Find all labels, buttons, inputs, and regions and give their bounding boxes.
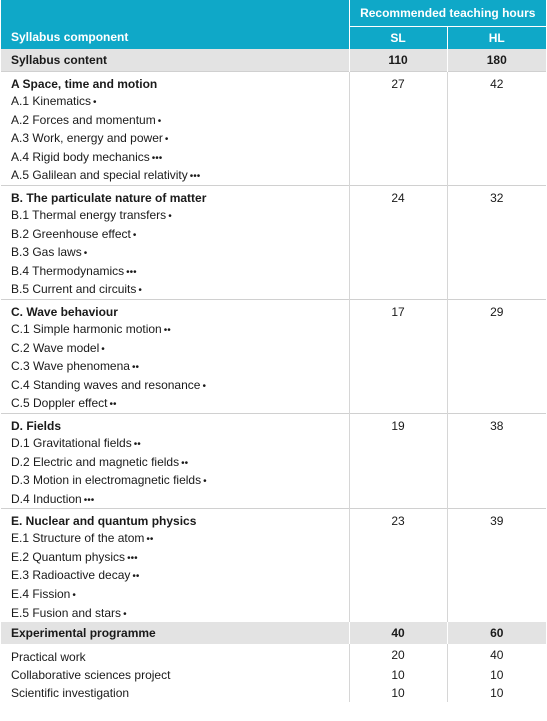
- syllabus-content-row: [1, 49, 546, 72]
- table-body: [1, 49, 546, 702]
- level-dots: ••: [131, 362, 139, 374]
- syllabus-component-header: Syllabus component: [1, 0, 349, 49]
- experimental-item-hl: 10: [447, 684, 546, 702]
- subtopic-name: C.3 Wave phenomena: [11, 359, 130, 374]
- subtopic-name: B.2 Greenhouse effect: [11, 226, 131, 241]
- syllabus-content-label: Syllabus content: [1, 49, 349, 72]
- experimental-item-name: Scientific investigation: [11, 686, 130, 701]
- level-dots: •••: [151, 152, 163, 164]
- subtopic-item: [1, 320, 349, 339]
- level-dots: •••: [126, 266, 137, 278]
- experimental-item-row: [1, 684, 546, 702]
- experimental-item-row: [1, 666, 546, 684]
- syllabus-content-sl: 110: [349, 49, 447, 72]
- subtopic-item: [1, 148, 349, 167]
- experimental-hl: 60: [447, 622, 546, 644]
- subtopic-item: [1, 225, 349, 244]
- subtopic-item: [1, 129, 349, 148]
- topic-hl-hours: 42: [447, 72, 546, 186]
- hl-header: HL: [447, 27, 546, 50]
- level-dots: •: [164, 134, 169, 146]
- topic-sl-hours: 24: [349, 185, 447, 299]
- experimental-item-row: [1, 644, 546, 666]
- level-dots: ••: [133, 438, 141, 450]
- experimental-item-hl: 40: [447, 644, 546, 666]
- subtopic-name: B.4 Thermodynamics: [11, 263, 125, 278]
- level-dots: •: [202, 380, 206, 392]
- topic-title: D. Fields: [11, 418, 62, 433]
- topic-row: [1, 185, 546, 299]
- topic-hl-hours: 32: [447, 185, 546, 299]
- level-dots: •: [83, 248, 88, 260]
- subtopic-name: D.3 Motion in electromagnetic fields: [11, 473, 202, 488]
- level-dots: •••: [127, 552, 138, 564]
- subtopic-name: C.5 Doppler effect: [11, 396, 108, 411]
- level-dots: •••: [83, 494, 95, 506]
- syllabus-content-hl: 180: [447, 49, 546, 72]
- level-dots: •: [168, 210, 172, 222]
- subtopic-item: [1, 166, 349, 185]
- subtopic-item: [1, 585, 349, 604]
- experimental-item-sl: 10: [349, 684, 447, 702]
- subtopic-item: [1, 490, 349, 509]
- subtopic-name: E.5 Fusion and stars: [11, 605, 122, 620]
- experimental-item-sl: 10: [349, 666, 447, 684]
- subtopic-item: [1, 376, 349, 395]
- experimental-item-name: Collaborative sciences project: [11, 668, 171, 683]
- subtopic-name: D.2 Electric and magnetic fields: [11, 454, 180, 469]
- experimental-item-name: Practical work: [11, 650, 86, 665]
- subtopic-item: [1, 111, 349, 130]
- topic-title: B. The particulate nature of matter: [11, 190, 207, 205]
- topic-cell: [1, 299, 349, 413]
- topic-row: [1, 299, 546, 413]
- teaching-hours-header: Recommended teaching hours: [349, 0, 546, 27]
- subtopic-name: C.1 Simple harmonic motion: [11, 321, 162, 336]
- level-dots: •: [123, 608, 127, 620]
- level-dots: ••: [109, 399, 117, 411]
- level-dots: •: [138, 285, 142, 297]
- subtopic-item: [1, 453, 349, 472]
- topic-hl-hours: 29: [447, 299, 546, 413]
- subtopic-item: [1, 471, 349, 490]
- topic-hl-hours: 39: [447, 509, 546, 622]
- subtopic-item: [1, 262, 349, 281]
- level-dots: ••: [181, 457, 189, 469]
- subtopic-item: [1, 434, 349, 453]
- subtopic-item: [1, 280, 349, 299]
- subtopic-item: [1, 566, 349, 585]
- topic-title: A Space, time and motion: [11, 77, 158, 91]
- subtopic-name: A.2 Forces and momentum: [11, 112, 156, 127]
- syllabus-table: [1, 0, 546, 702]
- subtopic-name: E.4 Fission: [11, 587, 71, 602]
- subtopic-name: A.3 Work, energy and power: [11, 131, 163, 146]
- subtopic-name: A.1 Kinematics: [11, 94, 92, 108]
- subtopic-item: [1, 548, 349, 567]
- subtopic-name: E.1 Structure of the atom: [11, 531, 145, 546]
- subtopic-name: A.5 Galilean and special relativity: [11, 168, 188, 183]
- topic-cell: [1, 509, 349, 622]
- subtopic-item: [1, 604, 349, 623]
- subtopic-name: B.5 Current and circuits: [11, 282, 137, 297]
- level-dots: ••: [163, 324, 171, 336]
- subtopic-item: [1, 92, 349, 111]
- level-dots: •: [157, 115, 162, 127]
- subtopic-name: A.4 Rigid body mechanics: [11, 149, 150, 164]
- subtopic-item: [1, 529, 349, 548]
- sl-header: SL: [349, 27, 447, 50]
- topic-row: [1, 72, 546, 186]
- experimental-item-sl: 20: [349, 644, 447, 666]
- experimental-programme-row: [1, 622, 546, 644]
- topic-cell: [1, 72, 349, 186]
- subtopic-name: D.1 Gravitational fields: [11, 435, 132, 450]
- experimental-sl: 40: [349, 622, 447, 644]
- topic-sl-hours: 23: [349, 509, 447, 622]
- level-dots: ••: [146, 534, 154, 546]
- level-dots: •: [101, 343, 105, 355]
- level-dots: ••: [132, 571, 140, 583]
- level-dots: •: [132, 229, 137, 241]
- subtopic-name: E.2 Quantum physics: [11, 549, 126, 564]
- level-dots: •: [72, 590, 76, 602]
- subtopic-item: [1, 206, 349, 225]
- subtopic-item: [1, 357, 349, 376]
- topic-cell: [1, 185, 349, 299]
- topic-row: [1, 509, 546, 622]
- subtopic-item: [1, 394, 349, 413]
- subtopic-name: C.4 Standing waves and resonance: [11, 377, 201, 392]
- subtopic-name: D.4 Induction: [11, 491, 82, 506]
- topic-title: C. Wave behaviour: [11, 304, 118, 319]
- topic-hl-hours: 38: [447, 413, 546, 508]
- experimental-label: Experimental programme: [1, 622, 349, 644]
- topic-cell: [1, 413, 349, 508]
- subtopic-item: [1, 243, 349, 262]
- subtopic-name: B.1 Thermal energy transfers: [11, 207, 167, 222]
- subtopic-name: E.3 Radioactive decay: [11, 568, 131, 583]
- subtopic-name: B.3 Gas laws: [11, 245, 82, 260]
- topic-title: E. Nuclear and quantum physics: [11, 514, 197, 529]
- level-dots: •••: [189, 171, 201, 183]
- level-dots: •: [93, 97, 97, 108]
- subtopic-name: C.2 Wave model: [11, 340, 100, 355]
- topic-row: [1, 413, 546, 508]
- topic-sl-hours: 17: [349, 299, 447, 413]
- topic-sl-hours: 27: [349, 72, 447, 186]
- subtopic-item: [1, 339, 349, 358]
- experimental-item-hl: 10: [447, 666, 546, 684]
- level-dots: •: [203, 476, 207, 488]
- topic-sl-hours: 19: [349, 413, 447, 508]
